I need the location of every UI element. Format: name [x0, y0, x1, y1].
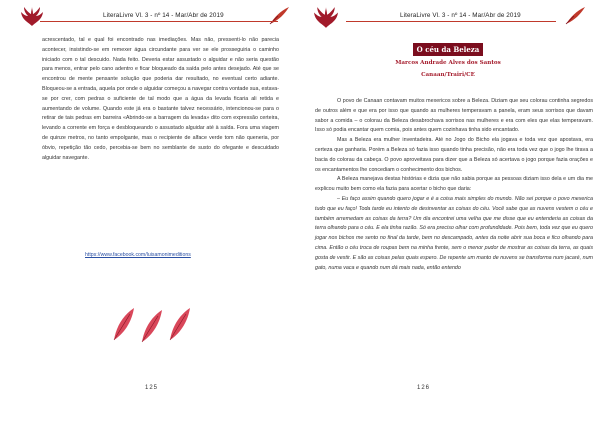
- quill-icon: [268, 6, 290, 26]
- page-number: 126: [417, 385, 431, 391]
- article-title: O céu da Beleza: [413, 43, 483, 56]
- paragraph: Mas a Beleza era mulher inventadeira. Até no Jogo do Bicho ela jogava e toda vez que apostava, era certeza que ganharia. Porém a Beleza só fazia isso quando tinha precisão, não era toda vez que o jogo lhe tirava a bacia do colorau da cabeça. O povo aproveitava para dizer que a Beleza só acertava o jogo porque fazia orações e os encantamentos lhe concediam o conhecimento dos bichos.: [315, 137, 593, 173]
- quill-icon: [564, 6, 586, 26]
- header-title: LiteraLivre Vl. 3 - nº 14 - Mar/Abr de 2019: [103, 12, 224, 19]
- left-header: [20, 6, 290, 28]
- header-rule: [40, 21, 278, 22]
- article-place: Canaan/Trairi/CE: [421, 72, 475, 78]
- paragraph: O povo de Canaan contavam muitos mexericos sobre a Beleza. Diziam que seu colorau continha segredos de outros além e que era por isso que quando as mulheres temperavam a panela, eram seus sorrisos que davam sabor a comida – o colorau da Beleza desabrochava sorrisos nas mulheres e era com eles que elas temperavam. Isso só podia encantar quem comia, pois antes quem cozinhava tinha sido encantado.: [315, 98, 593, 134]
- header-rule: [346, 21, 556, 22]
- right-header: [306, 6, 586, 28]
- quote-paragraph: – Eu faço assim quando quero jogar e é a coisa mais simples do mundo. Não sei porque o povo mexerica tudo que eu faço! Toda tarde eu intento de desinventar as coisas do céu. Você sabe que as nuvens vestem o céu e também arremedam as coisas da terra? Um dia encontrei uma velha que me disse que eu entenderia as coisas da terra olhando para o céu. E ela tinha razão. Só era preciso olhar com profundidade. Pois bem, toda vez que eu quero jogar nos bichos me sento no final da tarde, bem no descampado, antes da noite abrir sua boca e fico olhando para cima. Então o céu troca de roupas bem na minha frente, sem o menor pudor de mostrar as coisas da terra, as quais gosta de vestir. E são as coisas pelas quais espero. De repente um manto de nuvens se transforma num jacaré, num gato, numa vaca e quando num dá mais nada, então entendo: [315, 195, 593, 271]
- paragraph: A Beleza manejava destas histórias e dizia que não sabia porque as pessoas diziam isso dela e um dia me explicou muito bem como ela fazia para acertar o bicho que daria:: [315, 176, 593, 193]
- phoenix-icon: [312, 6, 340, 30]
- page-number: 125: [145, 385, 159, 391]
- feathers-illustration: [108, 300, 198, 345]
- right-page: [300, 0, 600, 424]
- article-author: Marcos Andrade Alves dos Santos: [395, 60, 501, 66]
- facebook-link[interactable]: https://www.facebook.com/luisamonimeditions: [85, 252, 191, 258]
- phoenix-icon: [20, 6, 44, 28]
- paragraph: acrescentado, tal e qual foi encontrado nas imediações. Mas não, pressenti-lo não parecia acontecer, insistindo-se em remexer água circundante para ver se ele prosseguiria o caminho iniciado com o tal descuido. Nada feito. Deveria estar assustado o alguidar e não seria questão para menos, entrar pelo cano adentro e ficar bloqueado da saída pelo antes desejado. Até que se encontrou de mente pensante solução que poderia dar resultado, no eventual certo adiante. Bloqueou-se a entrada, aquela por onde o alguidar começou a navegar contra vontade sua, estava-se por crer, com pedras o suficiente de tal modo que a água da levada ficaria ali retida e aumentando de volume. Quando este já era o bastante talvez necessário, intencionou-se para o retirar de tais pedras em barreira «Abrindo-se a barragem da levada» dito com expressão certeira, levando a corrente em força e desbloqueando o assustado alguidar até à saída. Fora uma viagem de quinze metros, no tanto empolgante, mas o recipiente de alface verde tom não queneria, por óbvio, repetição tão cedo, percebia-se bem no semblante de susto do ofegante e descuidado alguidar navegante.: [42, 37, 279, 161]
- header-title: LiteraLivre Vl. 3 - nº 14 - Mar/Abr de 2019: [400, 12, 521, 19]
- article-text: [42, 36, 279, 163]
- article-text: [315, 97, 593, 273]
